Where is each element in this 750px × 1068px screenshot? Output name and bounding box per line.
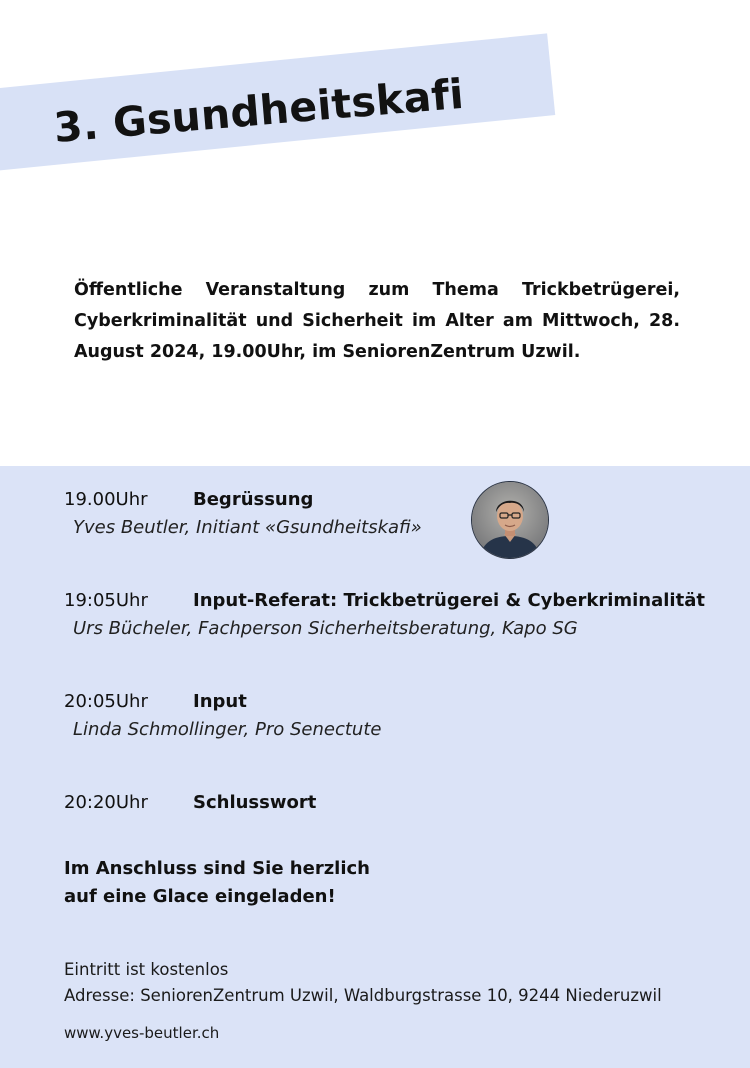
program-speaker-3: Linda Schmollinger, Pro Senectute [73, 719, 382, 740]
intro-line-3: August 2024, 19.00Uhr, im SeniorenZentrum Uzwil. [74, 342, 581, 362]
website-link[interactable]: www.yves-beutler.ch [64, 1024, 220, 1042]
speaker-avatar [471, 481, 549, 559]
program-speaker-1: Yves Beutler, Initiant «Gsundheitskafi» [73, 517, 422, 538]
event-description [74, 275, 680, 368]
program-time-2: 19:05Uhr [64, 590, 148, 611]
closing-line-1: Im Anschluss sind Sie herzlich [64, 858, 370, 879]
program-title-4: Schlusswort [193, 792, 317, 813]
program-title-3: Input [193, 691, 247, 712]
admission-note: Eintritt ist kostenlos [64, 960, 229, 979]
closing-invitation [64, 855, 370, 911]
speaker-portrait-icon [472, 482, 548, 558]
program-time-3: 20:05Uhr [64, 691, 148, 712]
program-title-1: Begrüssung [193, 489, 314, 510]
program-title-2: Input-Referat: Trickbetrügerei & Cyberkriminalität [193, 590, 705, 611]
program-speaker-2: Urs Bücheler, Fachperson Sicherheitsberatung, Kapo SG [73, 618, 578, 639]
program-time-1: 19.00Uhr [64, 489, 148, 510]
address: Adresse: SeniorenZentrum Uzwil, Waldburgstrasse 10, 9244 Niederuzwil [64, 986, 662, 1005]
closing-line-2: auf eine Glace eingeladen! [64, 886, 336, 907]
intro-line-1: Öffentliche Veranstaltung zum Thema Trickbetrügerei, [74, 280, 680, 300]
page-title: 3. Gsundheitskafi [51, 69, 466, 152]
program-time-4: 20:20Uhr [64, 792, 148, 813]
intro-line-2: Cyberkriminalität und Sicherheit im Alter am Mittwoch, 28. [74, 311, 680, 331]
